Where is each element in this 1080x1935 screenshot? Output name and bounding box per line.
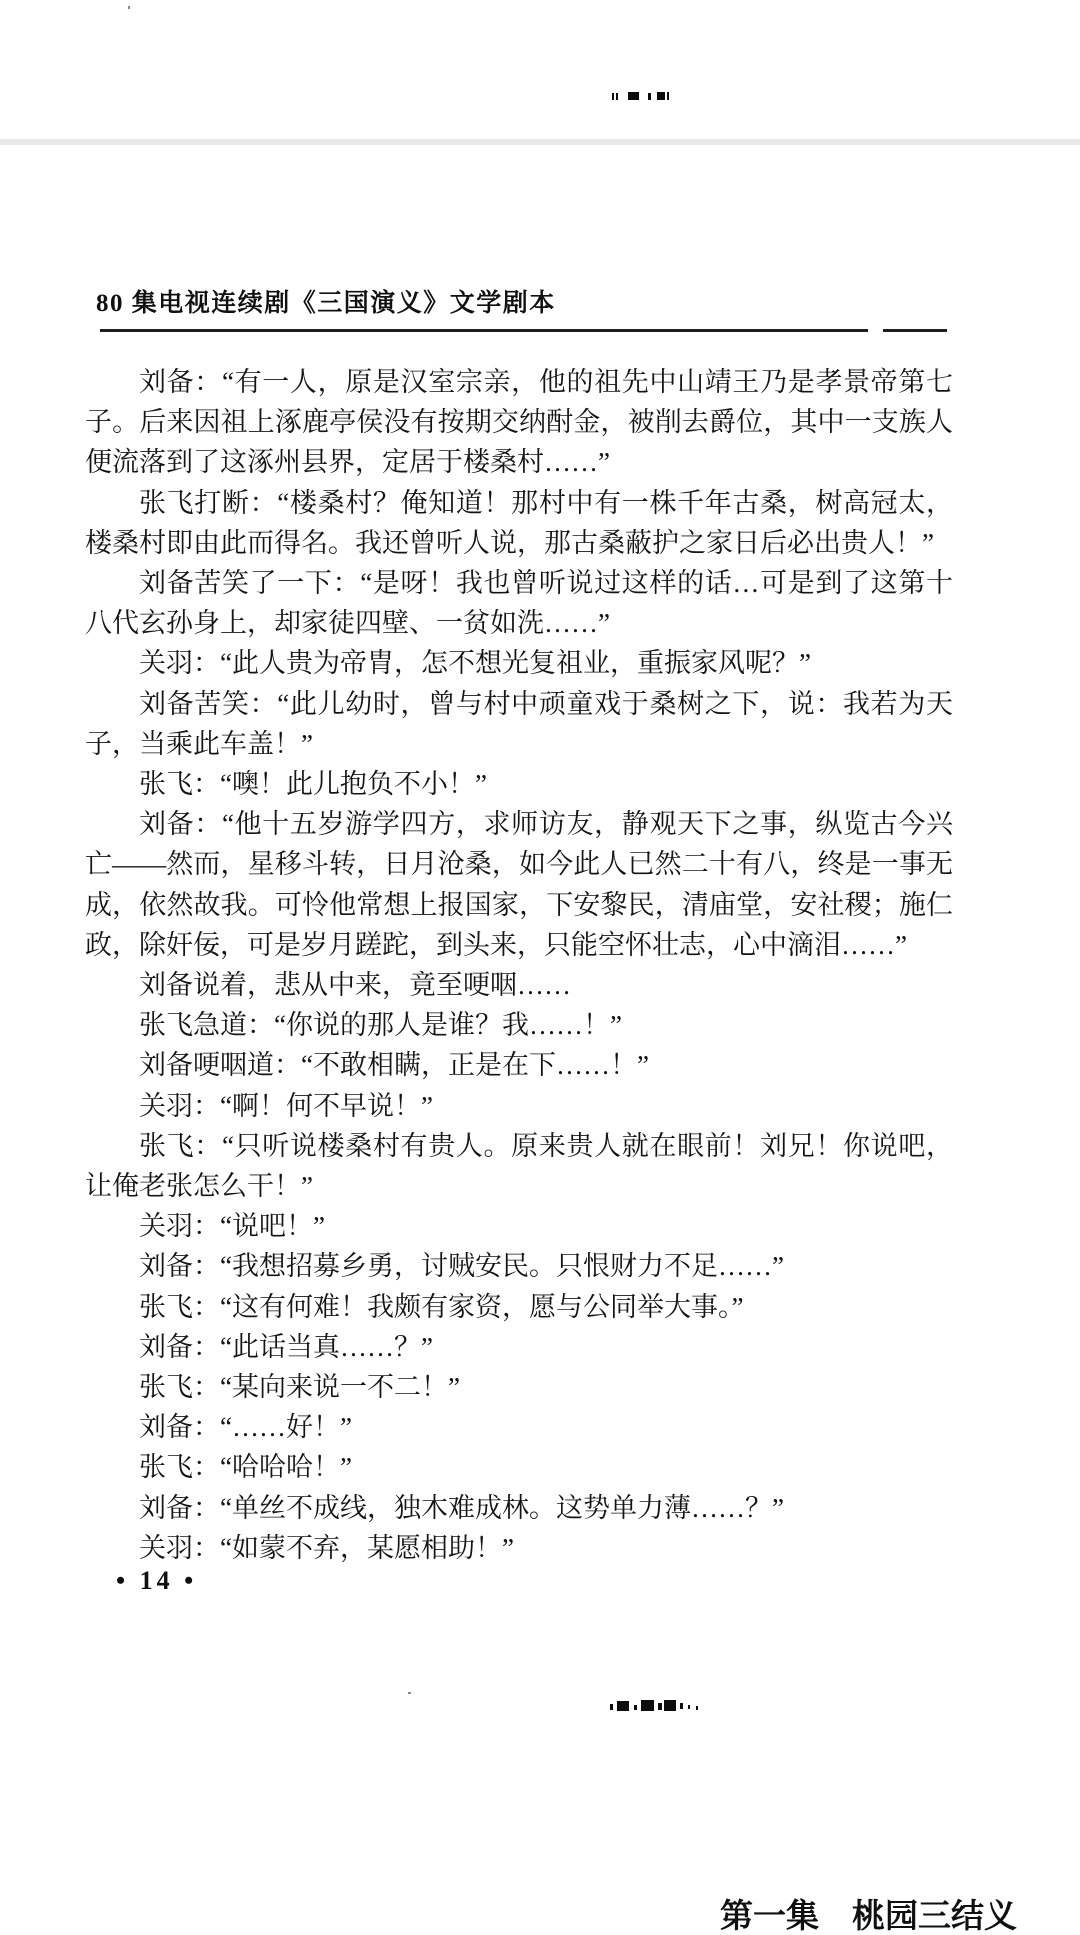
dialogue-paragraph: 张飞打断：“楼桑村？俺知道！那村中有一株千年古桑，树高冠太，楼桑村即由此而得名。我还曾听人说，那古桑蔽护之家日后必出贵人！” (85, 487, 953, 558)
dialogue-paragraph: 刘备哽咽道：“不敢相瞒，正是在下……！” (139, 1050, 649, 1081)
scan-artifact-bottom (610, 1704, 613, 1710)
dialogue-paragraph: 刘备：“有一人，原是汉室宗亲，他的祖先中山靖王乃是孝景帝第七子。后来因祖上涿鹿亭侯没有按期交纳酎金，被削去爵位，其中一支族人便流落到了这涿州县界，定居于楼桑村……” (85, 367, 953, 478)
scan-artifact-bottom (641, 1700, 654, 1711)
scan-speck (408, 1692, 411, 1694)
dialogue-paragraph: 张飞急道：“你说的那人是谁？我……！” (139, 1010, 622, 1041)
scan-artifact-bottom (617, 1701, 629, 1711)
dialogue-paragraph: 张飞：“这有何难！我颇有家资，愿与公同举大事。” (139, 1291, 744, 1322)
dialogue-paragraph: 刘备苦笑：“此儿幼时，曾与村中顽童戏于桑树之下，说：我若为天子，当乘此车盖！” (85, 688, 953, 759)
page-number: • 14 • (116, 1566, 198, 1595)
header-rule (100, 329, 868, 332)
dialogue-paragraph: 刘备苦笑了一下：“是呀！我也曾听说过这样的话…可是到了这第十八代玄孙身上，却家徒四壁、一贫如洗……” (85, 568, 953, 639)
dialogue-paragraph: 刘备：“此话当真……？” (139, 1331, 433, 1362)
scan-artifact-bottom (696, 1706, 698, 1710)
scan-artifact-bottom (634, 1705, 637, 1710)
dialogue-paragraph: 刘备说着，悲从中来，竟至哽咽…… (139, 970, 571, 1001)
dialogue-paragraph: 刘备：“单丝不成线，独木难成林。这势单力薄……？” (139, 1492, 784, 1523)
dialogue-paragraph: 关羽：“如蒙不弃，某愿相助！” (139, 1532, 514, 1563)
scan-artifact-top (616, 93, 618, 100)
dialogue-paragraph: 关羽：“说吧！” (139, 1211, 325, 1242)
scan-artifact-top (628, 92, 639, 100)
scan-artifact-bottom (658, 1703, 662, 1710)
dialogue-paragraph: 张飞：“某向来说一不二！” (139, 1372, 460, 1403)
scan-artifact-top (648, 93, 651, 100)
dialogue-paragraph: 张飞：“只听说楼桑村有贵人。原来贵人就在眼前！刘兄！你说吧，让俺老张怎么干！” (85, 1130, 953, 1202)
dialogue-paragraph: 刘备：“他十五岁游学四方，求师访友，静观天下之事，纵览古今兴亡——然而，星移斗转，日月沧桑，如今此人已然二十有八，终是一事无成，依然故我。可怜他常想上报国家，下安黎民，清庙堂，安社稷；施仁政，除奸佞，可是岁月蹉跎，到头来，只能空怀壮志，心中滴泪……” (85, 809, 953, 960)
scan-band (0, 139, 1080, 145)
footer-running-title: 第一集 桃园三结义 (720, 1899, 1017, 1935)
scan-artifact-top (657, 92, 665, 100)
dialogue-paragraph: 关羽：“此人贵为帝胄，怎不想光复祖业，重振家风呢？” (139, 648, 811, 679)
scan-speck (128, 6, 130, 9)
dialogue-paragraph: 关羽：“啊！何不早说！” (139, 1090, 433, 1121)
page-header-title: 80 集电视连续剧《三国演义》文学剧本 (96, 290, 556, 317)
scan-artifact-bottom (664, 1700, 676, 1711)
scan-artifact-top (612, 93, 614, 100)
header-rule-segment (883, 329, 947, 332)
dialogue-paragraph: 张飞：“噢！此儿抱负不小！” (139, 769, 487, 800)
dialogue-paragraph: 张飞：“哈哈哈！” (139, 1452, 352, 1483)
script-page-body (85, 362, 953, 1568)
scan-artifact-bottom (680, 1703, 683, 1709)
dialogue-paragraph: 刘备：“我想招募乡勇，讨贼安民。只恨财力不足……” (139, 1251, 784, 1282)
scan-artifact-bottom (688, 1705, 690, 1709)
scan-artifact-top (667, 92, 669, 100)
dialogue-paragraph: 刘备：“……好！” (139, 1412, 352, 1443)
